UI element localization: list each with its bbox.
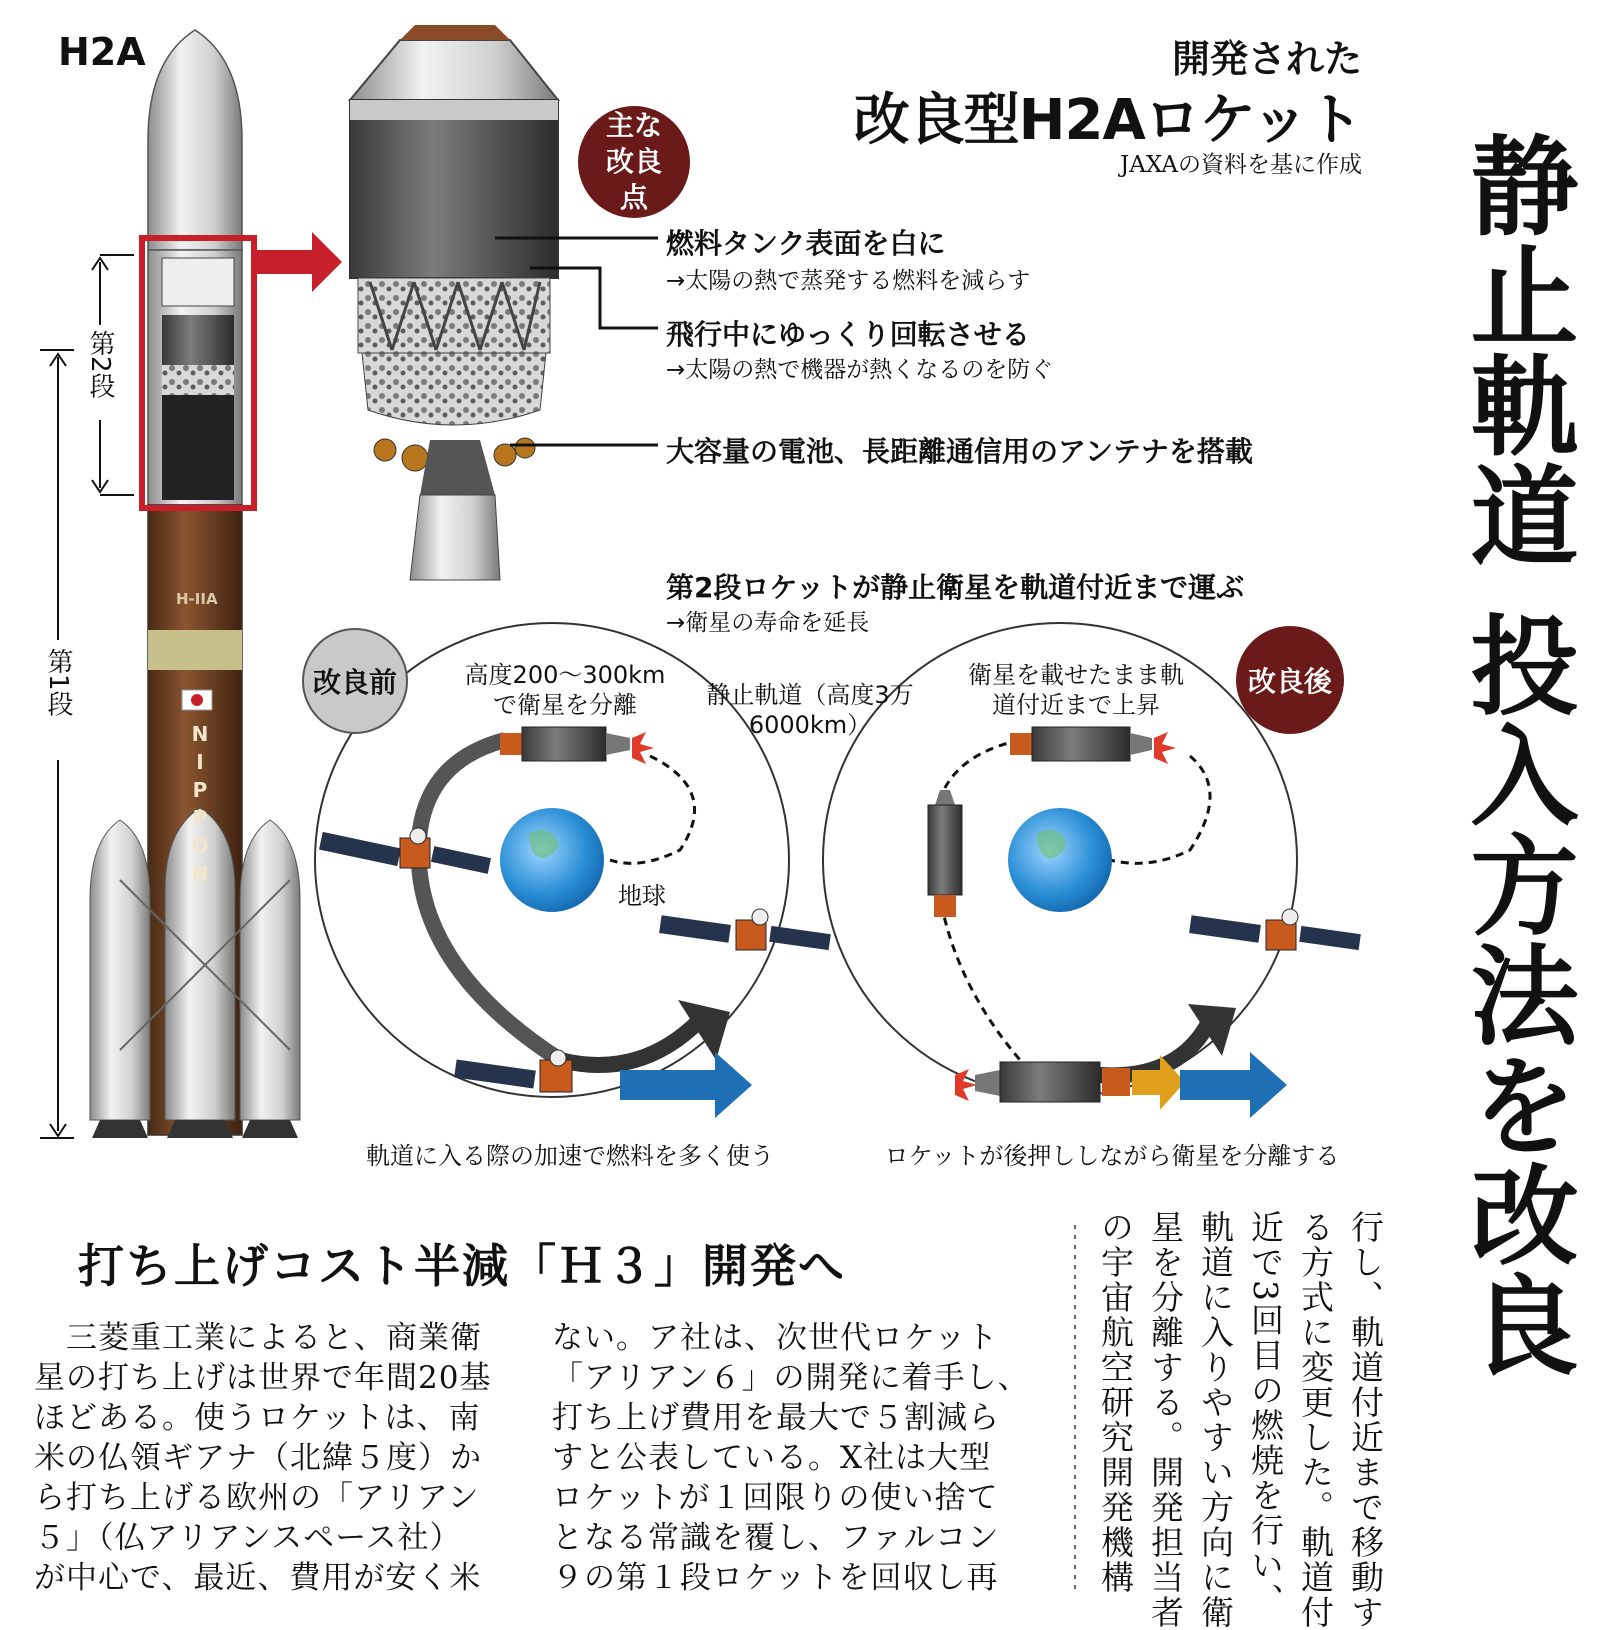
after-badge [1236, 626, 1344, 734]
rocket-model-text: H-IIA [176, 590, 218, 608]
article-col1-line-5: ら打ち上げる欧州の「アリアン [34, 1480, 480, 1516]
article-col1-line-2: 星の打ち上げは世界で年間20基 [34, 1360, 492, 1396]
article-col1-line-3: ほどある。使うロケットは、南 [34, 1400, 481, 1436]
article-col1-line-4: 米の仏領ギアナ（北緯５度）か [34, 1440, 482, 1476]
before-badge-text: 改良前 [312, 666, 397, 699]
article-col2-line-1: ない。ア社は、次世代ロケット [552, 1320, 999, 1356]
article-right-col-5: 星を分離する。開発担当者 [1146, 1210, 1185, 1630]
article-col2-line-3: 打ち上げ費用を最大で５割減ら [552, 1400, 1000, 1436]
before-caption: 軌道に入る際の加速で燃料を多く使う [366, 1142, 774, 1170]
article-right-col-4: 軌道に入りやすい方向に衛 [1196, 1210, 1235, 1630]
second-stage-label-text: 第2段 [85, 330, 115, 399]
first-stage-label [42, 648, 74, 717]
improvement-1-note: →太陽の熱で蒸発する燃料を減らす [666, 268, 1031, 294]
before-separation-label: 高度200～300kmで衛星を分離 [464, 661, 666, 719]
improvement-2-note: →太陽の熱で機器が熱くなるのを防ぐ [666, 357, 1054, 383]
rocket-label: H2A [58, 30, 146, 74]
article-col1-line-1: 三菱重工業によると、商業衛 [34, 1320, 482, 1356]
after-carry-label: 衛星を載せたまま軌道付近まで上昇 [968, 661, 1184, 719]
headline: 静止軌道 投入方法を改良 [1452, 130, 1578, 1380]
article-right-col-2: る方式に変更した。軌道付 [1296, 1210, 1335, 1630]
second-stage-label [84, 330, 116, 399]
article-right-col-3: 近で3回目の燃焼を行い、 [1246, 1210, 1285, 1618]
improvement-3-title: 大容量の電池、長距離通信用のアンテナを搭載 [666, 435, 1253, 468]
graphic-title-source: JAXAの資料を基に作成 [1120, 152, 1362, 178]
improvements-badge [578, 106, 690, 218]
article-col2-line-2: 「アリアン６」の開発に着手し、 [552, 1360, 1030, 1396]
article-col2-line-6: となる常識を覆し、ファルコン [552, 1520, 1000, 1556]
rocket-nippon-text: NIPPON [188, 722, 212, 890]
after-badge-text: 改良後 [1247, 665, 1332, 698]
article-col2-line-4: すと公表している。X社は大型 [552, 1440, 992, 1476]
graphic-title-main: 改良型H2Aロケット [853, 88, 1362, 153]
article-col2-line-7: ９の第１段ロケットを回収し再 [552, 1560, 999, 1596]
before-orbit-label: 静止軌道（高度3万6000km） [706, 681, 914, 739]
article-right-col-6: の宇宙航空研究開発機構 [1096, 1210, 1135, 1595]
improvement-2-title: 飛行中にゆっくり回転させる [666, 318, 1030, 351]
earth-label: 地球 [618, 882, 666, 910]
article-right [1090, 1210, 1390, 1630]
improvement-1-title: 燃料タンク表面を白に [666, 227, 946, 260]
before-badge [302, 628, 408, 734]
improvements-badge-text: 主な改良点 [605, 109, 662, 214]
graphic-title-kicker: 開発された [1171, 37, 1362, 81]
improvement-4-title: 第2段ロケットが静止衛星を軌道付近まで運ぶ [666, 571, 1245, 604]
subheadline: 打ち上げコスト半減「Ｈ３」開発へ [78, 1239, 846, 1293]
article-col1-line-6: ５」（仏アリアンスペース社） [34, 1520, 462, 1556]
article-right-col-1: 行し、軌道付近まで移動す [1346, 1210, 1385, 1630]
article-col2-line-5: ロケットが１回限りの使い捨て [552, 1480, 999, 1516]
article-col1-line-7: が中心で、最近、費用が安く米 [34, 1560, 482, 1596]
h2a-rocket-drawing [40, 30, 342, 1138]
first-stage-label-text: 第1段 [43, 648, 73, 717]
improvement-4-note: →衛星の寿命を延長 [666, 610, 870, 636]
after-caption: ロケットが後押ししながら衛星を分離する [884, 1142, 1340, 1170]
